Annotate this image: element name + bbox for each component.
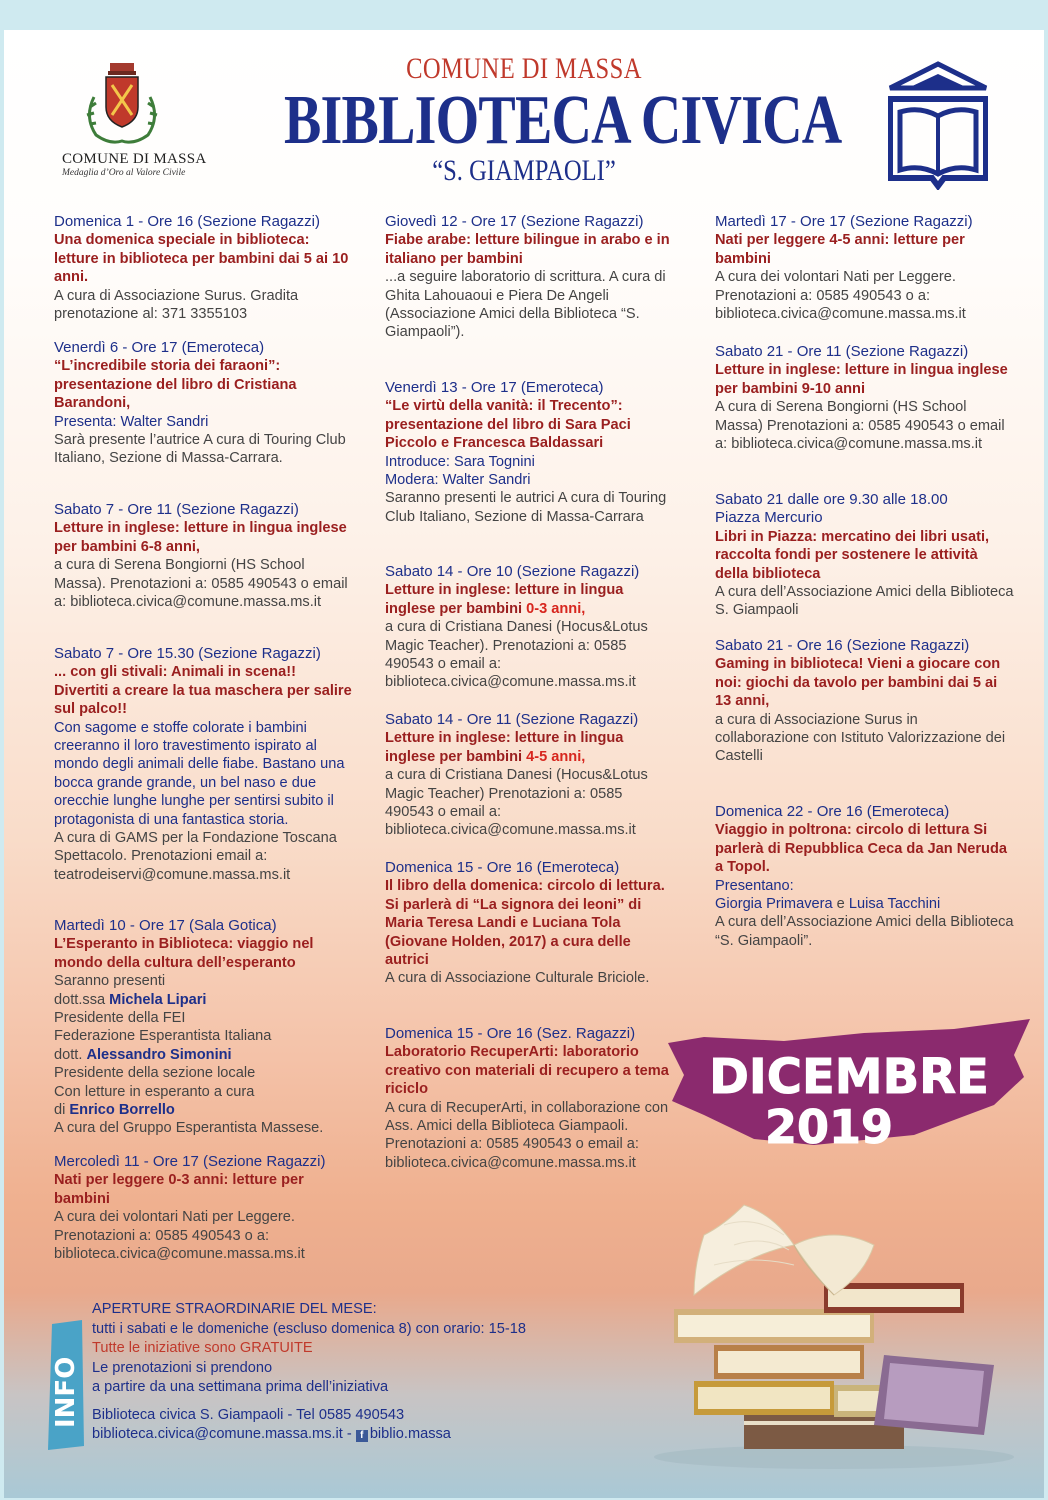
event-heading: Domenica 1 - Ore 16 (Sezione Ragazzi) [54, 213, 320, 230]
event-heading: Giovedì 12 - Ore 17 (Sezione Ragazzi) [385, 213, 644, 230]
crest-subtitle: Medaglia d’Oro al Valore Civile [62, 168, 186, 178]
poster [4, 30, 1044, 1498]
info-label-text: INFO [51, 1356, 81, 1428]
info-contact-web [92, 1425, 652, 1445]
event-sab14-11 [385, 711, 675, 840]
event-line: Saranno presenti [54, 973, 166, 990]
event-info: A cura dell’Associazione Amici della Biblioteca S. Giampaoli [715, 584, 1014, 619]
event-heading: Venerdì 13 - Ore 17 (Emeroteca) [385, 379, 604, 396]
info-line: Le prenotazioni si prendono [92, 1359, 273, 1376]
event-info: A cura di RecuperArti, in collaborazione con Ass. Amici della Biblioteca Giampaoli. Prenotazioni a: 0585 490543 o email a: biblioteca.civica@comune.massa.ms.it [385, 1099, 669, 1171]
facebook-icon: f [356, 1430, 368, 1442]
event-line: A cura del Gruppo Esperantista Massese. [54, 1120, 324, 1137]
event-description: Con sagome e stoffe colorate i bambini creeranno il loro travestimento ispirato al mondo degli animali delle fiabe. Bastano una bocca grande grande, un bel naso e due orecchie lunghe lunghe per sentirsi subito il protagonista di una fantastica storia. [54, 719, 345, 828]
event-title: Letture in inglese: letture in lingua inglese per bambini 0-3 anni, [385, 582, 624, 617]
event-title: L’Esperanto in Biblioteca: viaggio nel mondo della cultura dell’esperanto [54, 936, 314, 971]
info-box [46, 1300, 646, 1470]
presenter-name: Giorgia Primavera [715, 896, 833, 913]
speaker-name: Alessandro Simonini [86, 1046, 232, 1063]
coat-of-arms-icon [82, 57, 162, 145]
event-info: a cura di Cristiana Danesi (Hocus&Lotus Magic Teacher). Prenotazioni a: 0585 490543 o email a: biblioteca.civica@comune.massa.ms.it [385, 619, 648, 691]
event-info: A cura dei volontari Nati per Leggere. Prenotazioni a: 0585 490543 o a: biblioteca.civica@comune.massa.ms.it [715, 269, 966, 323]
info-line: tutti i sabati e le domeniche (escluso domenica 8) con orario: 15-18 [92, 1320, 526, 1337]
event-dom15-ragazzi [385, 1025, 675, 1172]
info-line: a partire da una settimana prima dell’iniziativa [92, 1379, 389, 1395]
event-info: ...a seguire laboratorio di scrittura. A cura di Ghita Lahouaoui e Piera De Angeli (Associazione Amici della Biblioteca “S. Giampaoli”). [385, 269, 666, 341]
facebook-handle[interactable]: biblio.massa [369, 1426, 451, 1442]
event-heading: Domenica 15 - Ore 16 (Emeroteca) [385, 859, 620, 876]
event-title: Letture in inglese: letture in lingua inglese per bambini 9-10 anni [715, 362, 1008, 397]
event-sab7-1530 [54, 645, 354, 884]
event-heading: Venerdì 6 - Ore 17 (Emeroteca) [54, 339, 265, 356]
event-presenter: Presenta: Walter Sandri [54, 413, 209, 430]
event-info: A cura di Serena Bongiorni (HS School Massa) Prenotazioni a: 0585 490543 o email a: biblioteca.civica@comune.massa.ms.it [715, 399, 1005, 453]
title-block [224, 52, 842, 187]
info-line: APERTURE STRAORDINARIE DEL MESE: [92, 1301, 377, 1317]
event-title: Gaming in biblioteca! Vieni a giocare con noi: giochi da tavolo per bambini dai 5 ai 13 anni, [715, 656, 1001, 710]
event-title: Letture in inglese: letture in lingua inglese per bambini 4-5 anni, [385, 730, 624, 765]
event-title: Una domenica speciale in biblioteca: letture in biblioteca per bambini dai 5 ai 10 anni. [54, 232, 349, 286]
event-heading: Domenica 22 - Ore 16 (Emeroteca) [715, 803, 950, 820]
event-heading: Sabato 7 - Ore 11 (Sezione Ragazzi) [54, 501, 299, 518]
info-email[interactable]: biblioteca.civica@comune.massa.ms.it - [92, 1426, 356, 1442]
page-subtitle: “S. GIAMPAOLI” [432, 154, 616, 187]
event-heading: Sabato 21 - Ore 16 (Sezione Ragazzi) [715, 637, 970, 654]
library-logo-icon [882, 60, 994, 190]
event-dom15-emeroteca [385, 859, 675, 988]
event-info: a cura di Serena Bongiorni (HS School Massa). Prenotazioni a: 0585 490543 o email a: biblioteca.civica@comune.massa.ms.it [54, 557, 348, 611]
event-line: Introduce: Sara Tognini [385, 453, 535, 470]
event-title: Fiabe arabe: letture bilingue in arabo e in italiano per bambini [385, 232, 670, 267]
event-heading: Domenica 15 - Ore 16 (Sez. Ragazzi) [385, 1025, 636, 1042]
presenter-name: Walter Sandri [120, 413, 209, 430]
event-title: ... con gli stivali: Animali in scena!! Divertiti a creare la tua maschera per salire sul palco!! [54, 664, 352, 718]
event-heading: Sabato 14 - Ore 10 (Sezione Ragazzi) [385, 563, 640, 580]
event-line: Con letture in esperanto a cura [54, 1083, 255, 1100]
event-title: Libri in Piazza: mercatino dei libri usati, raccolta fondi per sostenere le attività della biblioteca [715, 528, 990, 582]
event-title: Letture in inglese: letture in lingua inglese per bambini 6-8 anni, [54, 520, 347, 555]
event-title: Nati per leggere 0-3 anni: letture per bambini [54, 1172, 304, 1207]
event-title: Nati per leggere 4-5 anni: letture per bambini [715, 232, 965, 267]
event-title: Il libro della domenica: circolo di lettura. Si parlerà di “La signora dei leoni” di Maria Teresa Landi e Luciana Tola (Giovane Holden, 2017) a cura delle autrici [385, 878, 665, 969]
event-title: “L’incredibile storia dei faraoni”: presentazione del libro di Cristiana Barandoni, [54, 358, 297, 412]
event-ven13 [385, 379, 675, 526]
event-line: dott.ssa Michela Lipari [54, 991, 207, 1008]
event-info: a cura di Associazione Surus in collaborazione con Istituto Valorizzazione dei Castelli [715, 711, 1006, 765]
event-info: A cura dei volontari Nati per Leggere. Prenotazioni a: 0585 490543 o a: biblioteca.civica@comune.massa.ms.it [54, 1209, 305, 1263]
info-contact: Biblioteca civica S. Giampaoli - Tel 0585 490543 [92, 1406, 405, 1423]
event-line: dott. Alessandro Simonini [54, 1046, 232, 1063]
event-info: A cura di Associazione Culturale Briciole. [385, 970, 650, 987]
presenter-name: Luisa Tacchini [848, 896, 941, 913]
event-line: Presidente della sezione locale [54, 1065, 256, 1082]
event-ven6 [54, 339, 354, 468]
speaker-name: Enrico Borrello [69, 1102, 175, 1119]
event-info: a cura di Cristiana Danesi (Hocus&Lotus Magic Teacher) Prenotazioni a: 0585 490543 o email a: biblioteca.civica@comune.massa.ms.it [385, 767, 648, 839]
speaker-name: Michela Lipari [109, 991, 207, 1008]
event-info: A cura di GAMS per la Fondazione Toscana Spettacolo. Prenotazioni email a: teatrodeiservi@comune.massa.ms.it [54, 830, 337, 883]
event-line: Federazione Esperantista Italiana [54, 1028, 272, 1045]
comune-heading: COMUNE DI MASSA [406, 52, 642, 85]
month-banner [664, 1015, 1034, 1150]
event-sab21-11 [715, 343, 1015, 453]
event-sab14-10 [385, 563, 675, 692]
event-presenters: Giorgia Primavera e Luisa Tacchini [715, 896, 941, 913]
event-dom22 [715, 803, 1015, 950]
event-line: di Enrico Borrello [54, 1102, 175, 1119]
banner-year: 2019 [764, 1100, 894, 1150]
event-title: Laboratorio RecuperArti: laboratorio creativo con materiali di recupero a tema riciclo [385, 1044, 669, 1098]
page-title: BIBLIOTECA CIVICA [284, 82, 842, 159]
event-info: A cura dell’Associazione Amici della Biblioteca “S. Giampaoli”. [715, 914, 1014, 949]
speaker-name: Walter Sandri [442, 472, 531, 489]
event-mar17 [715, 213, 1015, 323]
banner-month: DICEMBRE [709, 1049, 989, 1105]
event-mer11 [54, 1153, 354, 1263]
event-heading: Sabato 7 - Ore 15.30 (Sezione Ragazzi) [54, 645, 321, 662]
event-heading: Martedì 10 - Ore 17 (Sala Gotica) [54, 917, 277, 934]
crest-name: COMUNE DI MASSA [62, 151, 207, 167]
event-line: Presentano: [715, 877, 794, 894]
event-heading: Sabato 21 - Ore 11 (Sezione Ragazzi) [715, 343, 969, 360]
event-heading: Martedì 17 - Ore 17 (Sezione Ragazzi) [715, 213, 973, 230]
info-line: Tutte le iniziative sono GRATUITE [92, 1340, 313, 1356]
event-dom1 [54, 213, 354, 323]
event-sab21-16 [715, 637, 1015, 766]
event-gio12 [385, 213, 675, 342]
event-location: Piazza Mercurio [715, 509, 823, 527]
header [4, 30, 1044, 215]
info-text [92, 1300, 652, 1445]
event-heading: Sabato 14 - Ore 11 (Sezione Ragazzi) [385, 711, 639, 728]
event-info: Saranno presenti le autrici A cura di Touring Club Italiano, Sezione di Massa-Carrara [385, 490, 667, 525]
event-title: “Le virtù della vanità: il Trecento”: presentazione del libro di Sara Paci Piccolo e Francesca Baldassari [385, 398, 631, 452]
books-illustration [634, 1195, 1014, 1470]
event-title: Viaggio in poltrona: circolo di lettura Si parlerà di Repubblica Ceca da Jan Neruda a Topol. [715, 822, 1007, 876]
event-heading: Mercoledì 11 - Ore 17 (Sezione Ragazzi) [54, 1153, 326, 1170]
event-sab21-piazza [715, 491, 1015, 620]
event-line: Presidente della FEI [54, 1010, 186, 1027]
event-info: A cura di Associazione Surus. Gradita prenotazione al: 371 3355103 [54, 287, 299, 323]
comune-crest [62, 57, 207, 178]
info-label [46, 1320, 86, 1450]
speaker-name: Sara Tognini [453, 453, 535, 470]
event-mar10 [54, 917, 354, 1138]
event-line: Modera: Walter Sandri [385, 472, 531, 489]
event-info: Sarà presente l’autrice A cura di Touring Club Italiano, Sezione di Massa-Carrara. [54, 432, 346, 467]
event-heading: Sabato 21 dalle ore 9.30 alle 18.00 [715, 491, 948, 508]
event-sab7-11 [54, 501, 354, 611]
